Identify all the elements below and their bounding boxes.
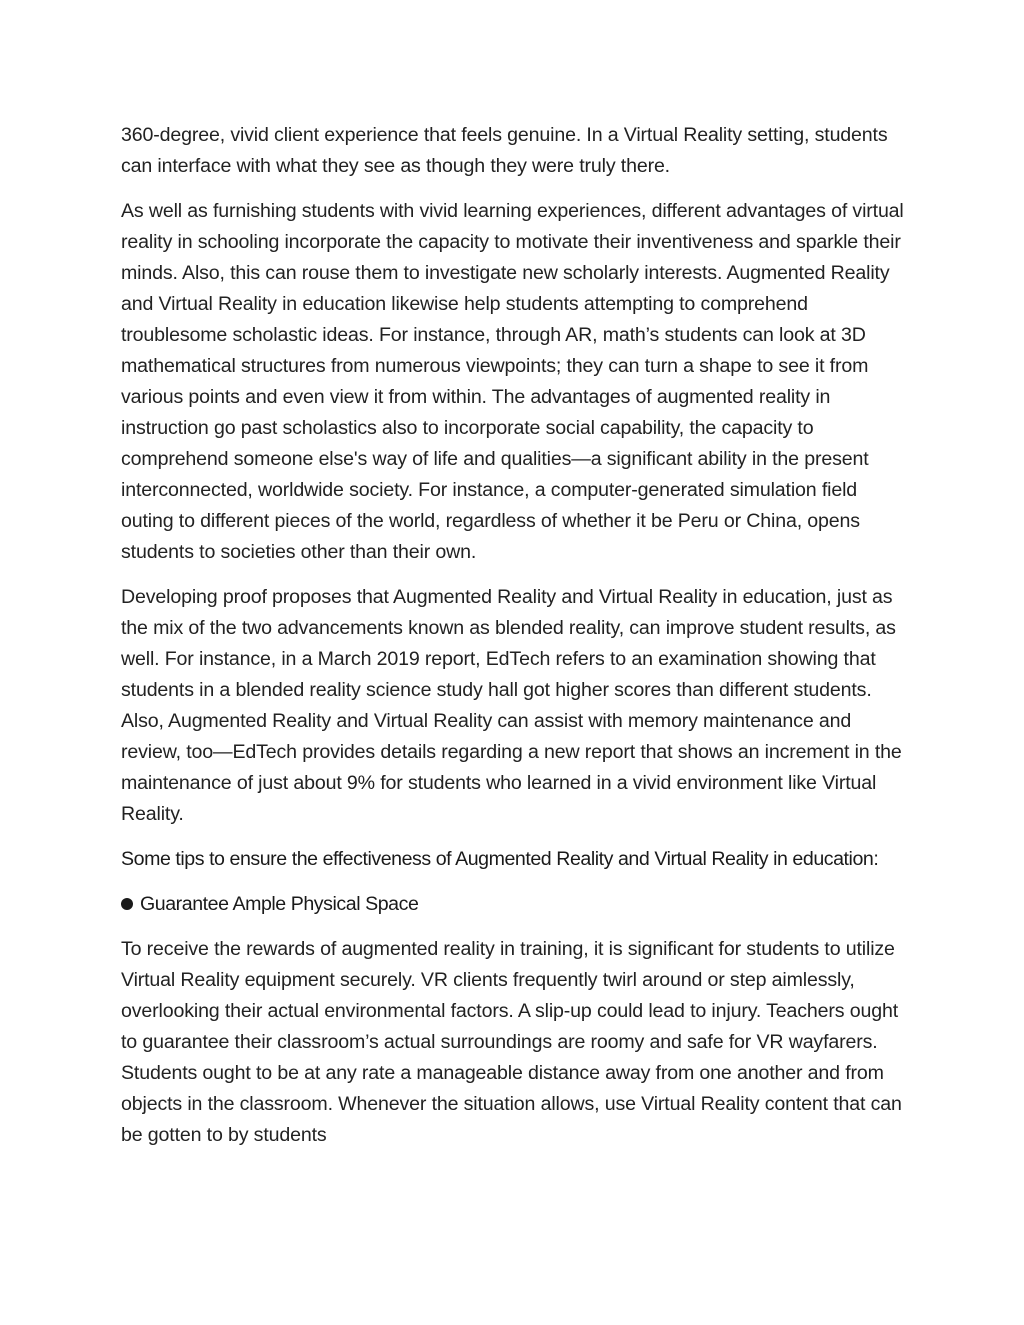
paragraph-advantages: As well as furnishing students with vivid learning experiences, different advantages of virtual reality in schooling incorporate the capacity to motivate their inventiveness and sparkle their minds. Also, this can rouse them to investigate new scholarly interests. Augmented Reality and Virtual Reality in education likewise help students attempting to comprehend troublesome scholastic ideas. For instance, through AR, math’s students can look at 3D mathematical structures from numerous viewpoints; they can turn a shape to see it from various points and even view it from within. The advantages of augmented reality in instruction go past scholastics also to incorporate social capability, the capacity to comprehend someone else's way of life and qualities—a significant ability in the present interconnected, worldwide society. For instance, a computer-generated simulation field outing to different pieces of the world, regardless of whether it be Peru or China, opens students to societies other than their own. [121, 200, 904, 563]
paragraph-evidence: Developing proof proposes that Augmented Reality and Virtual Reality in education, just as the mix of the two advancements known as blended reality, can improve student results, as well. For instance, in a March 2019 report, EdTech refers to an examination showing that students in a blended reality science study hall got higher scores than different students. Also, Augmented Reality and Virtual Reality can assist with memory maintenance and review, too—EdTech provides details regarding a new report that shows an increment in the maintenance of just about 9% for students who learned in a vivid environment like Virtual Reality. [121, 586, 902, 825]
bullet-heading [121, 889, 906, 920]
section-heading: Some tips to ensure the effectiveness of Augmented Reality and Virtual Reality in education: [121, 848, 879, 870]
paragraph-physical-space: To receive the rewards of augmented reality in training, it is significant for students to utilize Virtual Reality equipment securely. VR clients frequently twirl around or step aimlessly, overlooking their actual environmental factors. A slip-up could lead to injury. Teachers ought to guarantee their classroom’s actual surroundings are roomy and safe for VR wayfarers. Students ought to be at any rate a manageable distance away from one another and from objects in the classroom. Whenever the situation allows, use Virtual Reality content that can be gotten to by students [121, 938, 902, 1146]
bullet-icon [121, 898, 133, 910]
paragraph-intro-continuation: 360-degree, vivid client experience that feels genuine. In a Virtual Reality setting, students can interface with what they see as though they were truly there. [121, 124, 888, 177]
bullet-heading-text: Guarantee Ample Physical Space [140, 893, 419, 915]
document-body [121, 120, 906, 1165]
